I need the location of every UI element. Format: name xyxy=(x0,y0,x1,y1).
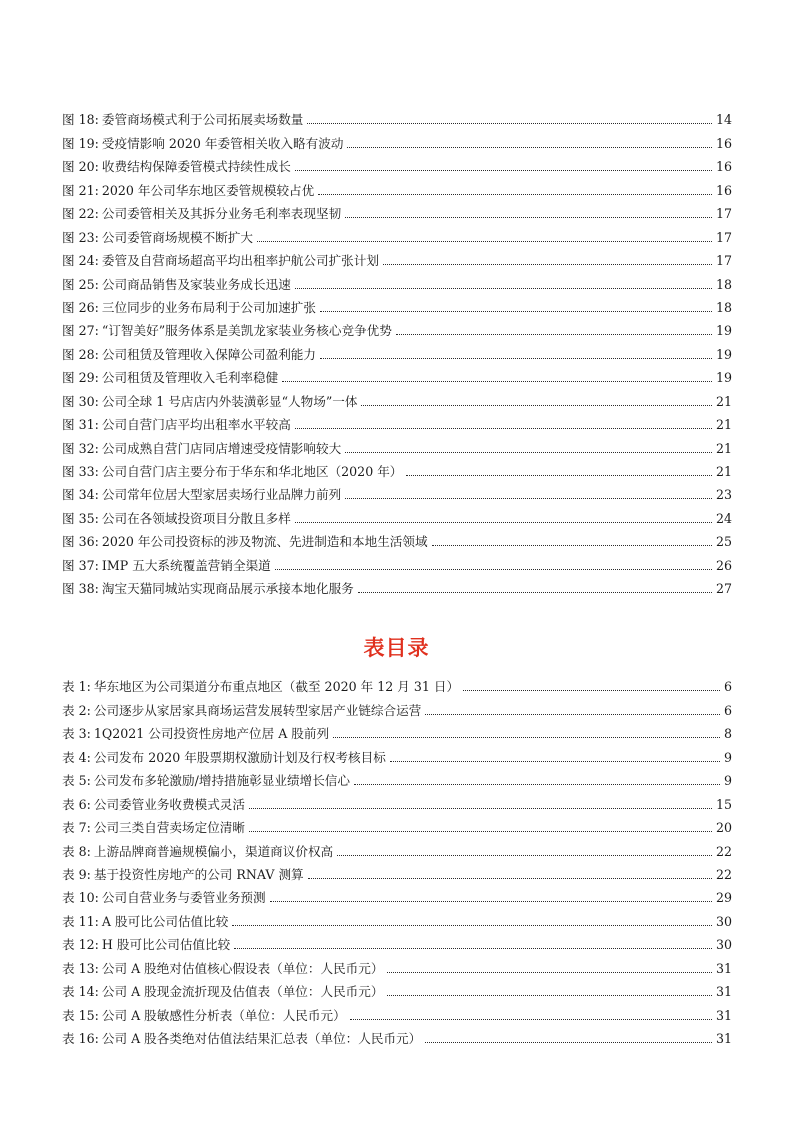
figure-entry[interactable] xyxy=(62,385,732,408)
figure-label: 图 26: xyxy=(62,299,99,315)
table-title: 基于投资性房地产的公司 RNAV 测算 xyxy=(93,866,304,882)
page-number: 24 xyxy=(715,510,732,526)
page-number: 22 xyxy=(715,843,732,859)
table-title: 公司 A 股敏感性分析表（单位：人民币元） xyxy=(101,1007,346,1023)
dot-leader xyxy=(350,1019,712,1020)
figure-title: 淘宝天猫同城站实现商品展示承接本地化服务 xyxy=(101,581,354,597)
dot-leader xyxy=(432,545,712,546)
figure-label: 图 25: xyxy=(62,276,99,292)
table-title: 公司自营业务与委管业务预测 xyxy=(101,890,266,906)
table-label: 表 3: xyxy=(62,726,91,742)
dot-leader xyxy=(320,358,712,359)
figure-label: 图 36: xyxy=(62,534,99,550)
figure-title: 委管商场模式利于公司拓展卖场数量 xyxy=(101,112,304,128)
page-number: 22 xyxy=(715,866,732,882)
table-entry[interactable] xyxy=(62,999,732,1022)
dot-leader xyxy=(295,170,712,171)
page-number: 9 xyxy=(723,773,732,789)
figure-label: 图 27: xyxy=(62,323,99,339)
figure-title: 委管及自营商场超高平均出租率护航公司扩张计划 xyxy=(101,253,379,269)
dot-leader xyxy=(320,311,712,312)
table-label: 表 13: xyxy=(62,960,99,976)
table-entry[interactable] xyxy=(62,859,732,882)
dot-leader xyxy=(358,592,712,593)
figure-title: 公司自营门店主要分布于华东和华北地区（2020 年） xyxy=(101,464,403,479)
table-title: 公司委管业务收费模式灵活 xyxy=(93,796,245,812)
table-title: A 股可比公司估值比较 xyxy=(101,913,229,929)
page-number: 9 xyxy=(723,749,732,765)
figure-label: 图 37: xyxy=(62,557,99,573)
figure-entry[interactable] xyxy=(62,268,732,291)
figure-title: 公司自营门店平均出租率水平较高 xyxy=(101,417,291,433)
table-entry[interactable] xyxy=(62,741,732,764)
dot-leader xyxy=(333,737,720,738)
page-number: 21 xyxy=(715,393,732,409)
page-number: 19 xyxy=(715,370,732,386)
figure-title: 2020 年公司华东地区委管规模较占优 xyxy=(101,182,315,198)
figure-title: 公司成熟自营门店同店增速受疫情影响较大 xyxy=(101,440,342,456)
table-entry[interactable] xyxy=(62,671,732,694)
table-label: 表 4: xyxy=(62,749,91,765)
figure-label: 图 31: xyxy=(62,417,99,433)
figure-entry[interactable] xyxy=(62,104,732,127)
figure-entry[interactable] xyxy=(62,549,732,572)
table-label: 表 7: xyxy=(62,820,91,836)
figure-label: 图 28: xyxy=(62,346,99,362)
figure-title: 受疫情影响 2020 年委管相关收入略有波动 xyxy=(101,135,344,151)
figure-entry[interactable] xyxy=(62,456,732,479)
page-number: 18 xyxy=(715,276,732,292)
page-number: 23 xyxy=(715,487,732,503)
table-entry[interactable] xyxy=(62,929,732,952)
dot-leader xyxy=(257,241,712,242)
table-entry[interactable] xyxy=(62,718,732,741)
figure-label: 图 24: xyxy=(62,253,99,269)
dot-leader xyxy=(396,334,712,335)
dot-leader xyxy=(282,381,712,382)
table-label: 表 15: xyxy=(62,1007,99,1023)
page-number: 31 xyxy=(715,1031,732,1046)
table-label: 表 11: xyxy=(62,913,99,929)
page-number: 16 xyxy=(715,182,732,198)
dot-leader xyxy=(345,217,712,218)
figure-label: 图 32: xyxy=(62,440,99,456)
table-entry[interactable] xyxy=(62,905,732,928)
figure-label: 图 29: xyxy=(62,370,99,386)
table-entry[interactable] xyxy=(62,694,732,717)
table-entry[interactable] xyxy=(62,788,732,811)
page-number: 17 xyxy=(715,229,732,245)
figure-list xyxy=(62,104,732,596)
page-number: 18 xyxy=(715,299,732,315)
figure-title: IMP 五大系统覆盖营销全渠道 xyxy=(101,557,271,573)
figure-entry[interactable] xyxy=(62,292,732,315)
figure-label: 图 34: xyxy=(62,487,99,503)
figure-entry[interactable] xyxy=(62,127,732,150)
dot-leader xyxy=(234,948,712,949)
page-number: 25 xyxy=(715,534,732,550)
figure-entry[interactable] xyxy=(62,221,732,244)
dot-leader xyxy=(318,194,712,195)
page-number: 6 xyxy=(723,679,732,695)
dot-leader xyxy=(295,428,712,429)
figure-label: 图 19: xyxy=(62,135,99,151)
page-number: 17 xyxy=(715,253,732,269)
page-number: 31 xyxy=(715,984,732,1000)
table-entry[interactable] xyxy=(62,882,732,905)
table-label: 表 6: xyxy=(62,796,91,812)
figure-entry[interactable] xyxy=(62,432,732,455)
dot-leader xyxy=(361,405,712,406)
figure-label: 图 20: xyxy=(62,159,99,175)
dot-leader xyxy=(387,972,712,973)
figure-title: 公司全球 1 号店店内外装潢彰显“人物场”一体 xyxy=(101,393,358,409)
figure-entry[interactable] xyxy=(62,338,732,361)
table-entry[interactable] xyxy=(62,1023,732,1046)
figure-label: 图 33: xyxy=(62,464,99,479)
page-number: 16 xyxy=(715,135,732,151)
table-label: 表 5: xyxy=(62,773,91,789)
figure-label: 图 38: xyxy=(62,581,99,597)
dot-leader xyxy=(383,264,712,265)
figure-entry[interactable] xyxy=(62,502,732,525)
table-title: 上游品牌商普遍规模偏小，渠道商议价权高 xyxy=(93,843,334,859)
page-number: 31 xyxy=(715,1007,732,1023)
table-title: 公司 A 股现金流折现及估值表（单位：人民币元） xyxy=(101,984,384,1000)
table-entry[interactable] xyxy=(62,976,732,999)
figure-entry[interactable] xyxy=(62,573,732,596)
dot-leader xyxy=(337,855,712,856)
dot-leader xyxy=(425,714,720,715)
figure-entry[interactable] xyxy=(62,362,732,385)
dot-leader xyxy=(463,690,720,691)
dot-leader xyxy=(308,878,712,879)
figure-label: 图 30: xyxy=(62,393,99,409)
figure-title: 公司商品销售及家装业务成长迅速 xyxy=(101,276,291,292)
page-number: 15 xyxy=(715,796,732,812)
table-list-heading: 表目录 xyxy=(363,636,430,660)
figure-entry[interactable] xyxy=(62,198,732,221)
table-label: 表 16: xyxy=(62,1031,99,1046)
page-number: 14 xyxy=(715,112,732,128)
table-title: 华东地区为公司渠道分布重点地区（截至 2020 年 12 月 31 日） xyxy=(93,679,460,695)
page-number: 30 xyxy=(715,937,732,953)
table-title: 公司发布 2020 年股票期权激励计划及行权考核目标 xyxy=(93,749,386,765)
page-number: 21 xyxy=(715,464,732,479)
table-entry[interactable] xyxy=(62,952,732,975)
table-label: 表 10: xyxy=(62,890,99,906)
table-label: 表 9: xyxy=(62,866,91,882)
page-number: 6 xyxy=(723,702,732,718)
figure-title: 三位同步的业务布局利于公司加速扩张 xyxy=(101,299,316,315)
figure-title: 公司常年位居大型家居卖场行业品牌力前列 xyxy=(101,487,342,503)
table-title: 公司逐步从家居家具商场运营发展转型家居产业链综合运营 xyxy=(93,702,422,718)
figure-entry[interactable] xyxy=(62,315,732,338)
figure-title: 2020 年公司投资标的涉及物流、先进制造和本地生活领域 xyxy=(101,534,428,550)
page-number: 19 xyxy=(715,346,732,362)
table-label: 表 2: xyxy=(62,702,91,718)
dot-leader xyxy=(275,569,712,570)
dot-leader xyxy=(390,761,720,762)
figure-label: 图 21: xyxy=(62,182,99,198)
figure-label: 图 22: xyxy=(62,206,99,222)
table-title: 公司 A 股各类绝对估值法结果汇总表（单位：人民币元） xyxy=(101,1031,422,1046)
dot-leader xyxy=(295,522,712,523)
figure-entry[interactable] xyxy=(62,409,732,432)
table-title: 1Q2021 公司投资性房地产位居 A 股前列 xyxy=(93,726,330,742)
dot-leader xyxy=(345,452,712,453)
page-number: 30 xyxy=(715,913,732,929)
table-entry[interactable] xyxy=(62,765,732,788)
dot-leader xyxy=(249,831,712,832)
page-number: 29 xyxy=(715,890,732,906)
table-list xyxy=(62,671,732,1046)
dot-leader xyxy=(307,123,712,124)
page-number: 19 xyxy=(715,323,732,339)
figure-label: 图 23: xyxy=(62,229,99,245)
page-number: 21 xyxy=(715,417,732,433)
figure-title: 公司租赁及管理收入保障公司盈利能力 xyxy=(101,346,316,362)
figure-label: 图 18: xyxy=(62,112,99,128)
table-label: 表 12: xyxy=(62,937,99,953)
figure-title: 公司委管相关及其拆分业务毛利率表现坚韧 xyxy=(101,206,342,222)
dot-leader xyxy=(232,925,712,926)
table-title: 公司三类自营卖场定位清晰 xyxy=(93,820,245,836)
page-number: 26 xyxy=(715,557,732,573)
figure-label: 图 35: xyxy=(62,510,99,526)
dot-leader xyxy=(347,147,712,148)
table-label: 表 1: xyxy=(62,679,91,695)
table-entry[interactable] xyxy=(62,835,732,858)
page-number: 20 xyxy=(715,820,732,836)
page-number: 17 xyxy=(715,206,732,222)
table-title: H 股可比公司估值比较 xyxy=(101,937,231,953)
dot-leader xyxy=(406,475,712,476)
dot-leader xyxy=(345,498,712,499)
page-number: 16 xyxy=(715,159,732,175)
figure-title: 公司委管商场规模不断扩大 xyxy=(101,229,253,245)
dot-leader xyxy=(425,1042,712,1043)
dot-leader xyxy=(270,901,712,902)
dot-leader xyxy=(249,808,712,809)
table-label: 表 14: xyxy=(62,984,99,1000)
figure-entry[interactable] xyxy=(62,245,732,268)
table-title: 公司发布多轮激励/增持措施彰显业绩增长信心 xyxy=(93,773,350,789)
figure-entry[interactable] xyxy=(62,151,732,174)
page-number: 31 xyxy=(715,960,732,976)
table-entry[interactable] xyxy=(62,812,732,835)
page-number: 8 xyxy=(723,726,732,742)
figure-entry[interactable] xyxy=(62,479,732,502)
figure-entry[interactable] xyxy=(62,174,732,197)
dot-leader xyxy=(354,784,720,785)
figure-entry[interactable] xyxy=(62,526,732,549)
dot-leader xyxy=(387,995,712,996)
dot-leader xyxy=(295,288,712,289)
figure-title: 收费结构保障委管模式持续性成长 xyxy=(101,159,291,175)
table-title: 公司 A 股绝对估值核心假设表（单位：人民币元） xyxy=(101,960,384,976)
figure-title: “订智美好”服务体系是美凯龙家装业务核心竞争优势 xyxy=(101,323,392,339)
figure-title: 公司租赁及管理收入毛利率稳健 xyxy=(101,370,279,386)
figure-title: 公司在各领域投资项目分散且多样 xyxy=(101,510,291,526)
page-number: 27 xyxy=(715,581,732,597)
page-number: 21 xyxy=(715,440,732,456)
table-label: 表 8: xyxy=(62,843,91,859)
